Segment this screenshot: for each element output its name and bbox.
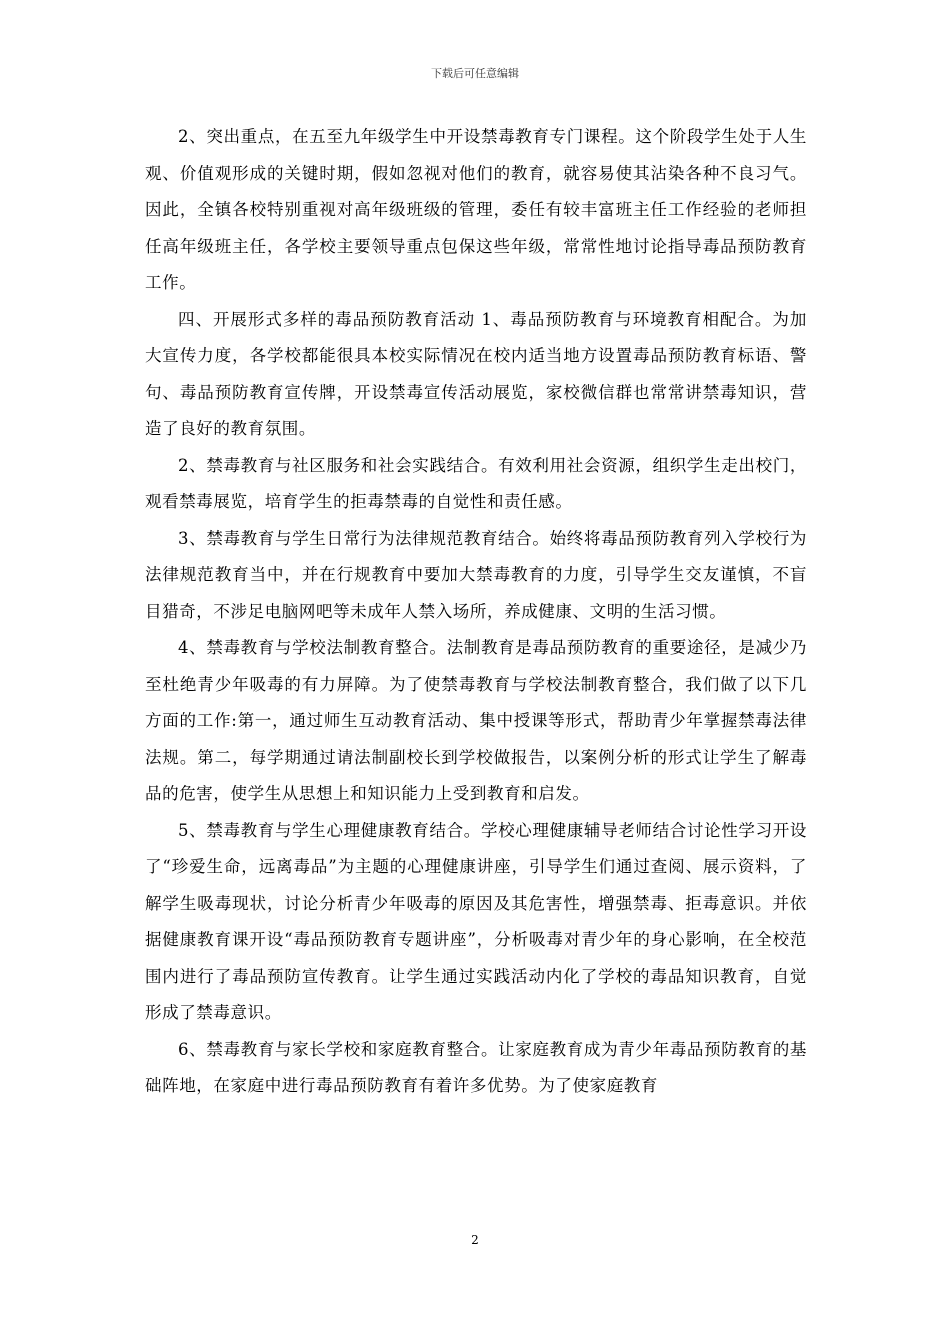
paragraph-2: 四、开展形式多样的毒品预防教育活动 1、毒品预防教育与环境教育相配合。为加大宣传力度，各学校都能很具本校实际情况在校内适当地方设置毒品预防教育标语、警句、毒品预防教育宣传牌，开设禁毒宣传活动展览，家校微信群也常常讲禁毒知识，营造了良好的教育氛围。 [145,309,807,438]
paragraph-6: 5、禁毒教育与学生心理健康教育结合。学校心理健康辅导老师结合讨论性学习开设了“珍爱生命，远离毒品”为主题的心理健康讲座，引导学生们通过查阅、展示资料，了解学生吸毒现状，讨论分析青少年吸毒的原因及其危害性，增强禁毒、拒毒意识。并依据健康教育课开设“毒品预防教育专题讲座”，分析吸毒对青少年的身心影响，在全校范围内进行了毒品预防宣传教育。让学生通过实践活动内化了学校的毒品知识教育，自觉形成了禁毒意识。 [145,820,807,1022]
document-body [145,119,807,1105]
page-header: 下载后可任意编辑 [431,67,519,80]
paragraph-3: 2、禁毒教育与社区服务和社会实践结合。有效利用社会资源，组织学生走出校门，观看禁毒展览，培育学生的拒毒禁毒的自觉性和责任感。 [145,455,807,511]
paragraph-1: 2、突出重点，在五至九年级学生中开设禁毒教育专门课程。这个阶段学生处于人生观、价值观形成的关键时期，假如忽视对他们的教育，就容易使其沾染各种不良习气。因此，全镇各校特别重视对高年级班级的管理，委任有较丰富班主任工作经验的老师担任高年级班主任，各学校主要领导重点包保这些年级，常常性地讨论指导毒品预防教育工作。 [145,127,807,292]
paragraph-7: 6、禁毒教育与家长学校和家庭教育整合。让家庭教育成为青少年毒品预防教育的基础阵地，在家庭中进行毒品预防教育有着许多优势。为了使家庭教育 [145,1039,807,1095]
page-number: 2 [471,1233,479,1247]
paragraph-4: 3、禁毒教育与学生日常行为法律规范教育结合。始终将毒品预防教育列入学校行为法律规范教育当中，并在行规教育中要加大禁毒教育的力度，引导学生交友谨慎，不盲目猎奇，不涉足电脑网吧等未成年人禁入场所，养成健康、文明的生活习惯。 [145,528,807,621]
paragraph-5: 4、禁毒教育与学校法制教育整合。法制教育是毒品预防教育的重要途径，是减少乃至杜绝青少年吸毒的有力屏障。为了使禁毒教育与学校法制教育整合，我们做了以下几方面的工作:第一，通过师生互动教育活动、集中授课等形式，帮助青少年掌握禁毒法律法规。第二，每学期通过请法制副校长到学校做报告，以案例分析的形式让学生了解毒品的危害，使学生从思想上和知识能力上受到教育和启发。 [145,638,807,803]
